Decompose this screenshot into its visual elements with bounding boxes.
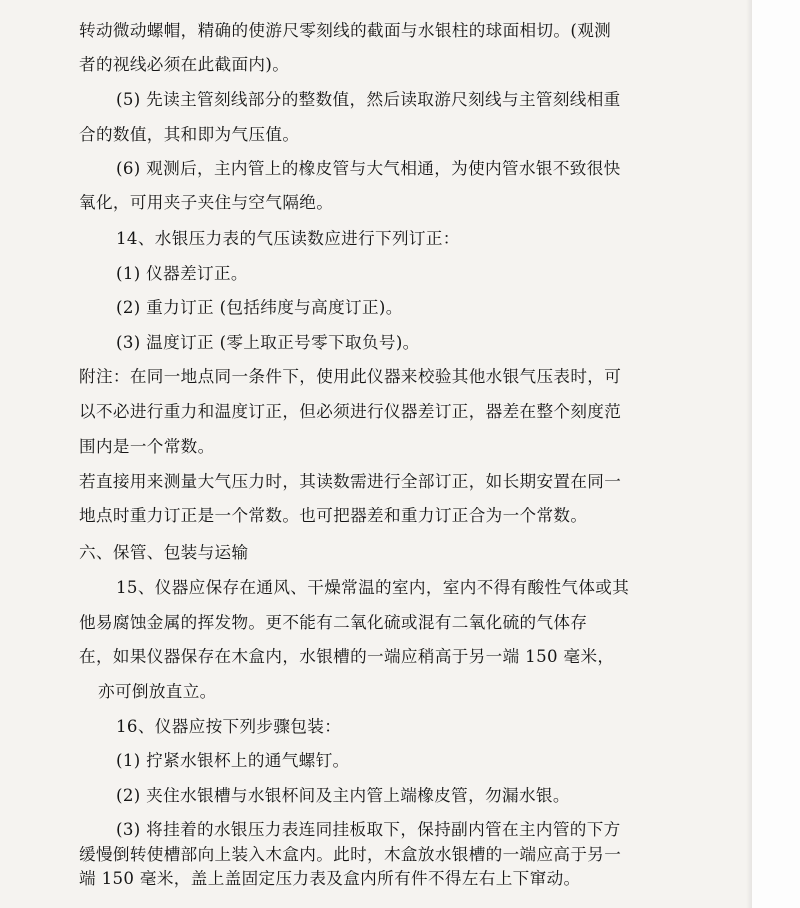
note-line: 围内是一个常数。	[79, 437, 215, 456]
section-heading-15: 15、仪器应保存在通风、干燥常温的室内，室内不得有酸性气体或其	[116, 578, 630, 597]
text-line: 转动微动螺帽，精确的使游尺零刻线的截面与水银柱的球面相切。(观测	[79, 21, 612, 40]
text-line: 端 150 毫米，盖上盖固定压力表及盒内所有件不得左右上下窜动。	[79, 869, 581, 888]
text-line: 若直接用来测量大气压力时，其读数需进行全部订正，如长期安置在同一	[79, 472, 622, 491]
text-line: 缓慢倒转使槽部向上装入木盒内。此时，木盒放水银槽的一端应高于另一	[79, 845, 622, 864]
text-line: 氧化，可用夹子夹住与空气隔绝。	[79, 193, 334, 212]
scan-margin	[752, 0, 800, 908]
text-line: 合的数值，其和即为气压值。	[79, 125, 300, 144]
chapter-heading: 六、保管、包装与运输	[79, 543, 249, 562]
text-line: 地点时重力订正是一个常数。也可把器差和重力订正合为一个常数。	[79, 506, 588, 525]
text-line: (6) 观测后，主内管上的橡皮管与大气相通，为使内管水银不致很快	[116, 159, 621, 178]
list-item: (1) 仪器差订正。	[116, 264, 248, 283]
list-item: (2) 夹住水银槽与水银杯间及主内管上端橡皮管，勿漏水银。	[116, 786, 570, 805]
note-line: 附注：在同一地点同一条件下，使用此仪器来校验其他水银气压表时，可	[79, 367, 622, 386]
list-item: (3) 将挂着的水银压力表连同挂板取下，保持副内管在主内管的下方	[116, 820, 621, 839]
list-item: (2) 重力订正 (包括纬度与高度订正)。	[116, 298, 403, 317]
text-line: 他易腐蚀金属的挥发物。更不能有二氧化硫或混有二氧化硫的气体存	[79, 613, 588, 632]
note-line: 以不必进行重力和温度订正，但必须进行仪器差订正，器差在整个刻度范	[79, 402, 622, 421]
list-item: (3) 温度订正 (零上取正号零下取负号)。	[116, 333, 420, 352]
section-heading-16: 16、仪器应按下列步骤包装：	[116, 717, 342, 736]
list-item: (1) 拧紧水银杯上的通气螺钉。	[116, 751, 350, 770]
text-line: 亦可倒放直立。	[98, 682, 217, 701]
text-line: 者的视线必须在此截面内)。	[79, 55, 290, 74]
section-heading-14: 14、水银压力表的气压读数应进行下列订正：	[116, 229, 460, 248]
text-line: 在，如果仪器保存在木盒内，水银槽的一端应稍高于另一端 150 毫米，	[79, 647, 615, 666]
text-line: (5) 先读主管刻线部分的整数值，然后读取游尺刻线与主管刻线相重	[116, 90, 621, 109]
